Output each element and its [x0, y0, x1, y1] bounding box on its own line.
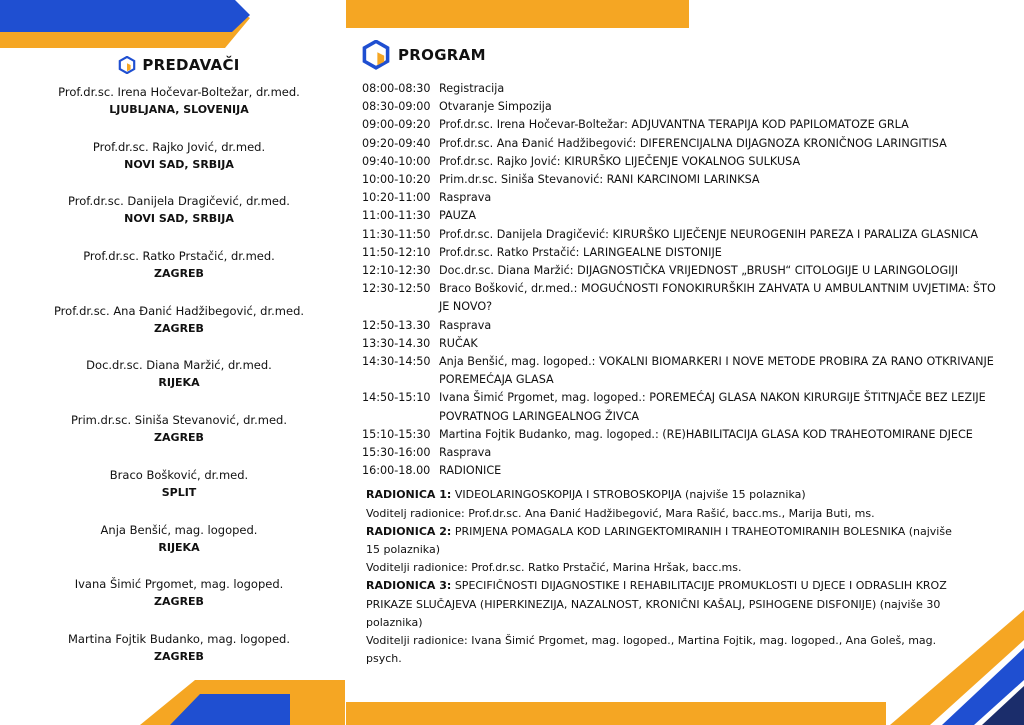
speaker-item [20, 631, 338, 686]
program-event: RADIONICE [439, 464, 502, 478]
speaker-item [20, 193, 338, 248]
speaker-item [20, 522, 338, 577]
workshop-title-line [366, 577, 966, 632]
program-row [362, 226, 1012, 244]
speaker-city: LJUBLJANA, SLOVENIJA [109, 103, 249, 116]
program-time: 15:10-15:30 [362, 427, 431, 441]
program-time: 08:30-09:00 [362, 100, 431, 114]
program-time: 09:00-09:20 [362, 118, 431, 132]
program-time: 12:50-13.30 [362, 318, 431, 332]
program-row [362, 98, 1012, 116]
program-event: Rasprava [439, 191, 492, 205]
program-event: Prof.dr.sc. Rajko Jović: KIRURŠKO LIJEČENJE VOKALNOG SULKUSA [439, 154, 801, 168]
program-event: Prim.dr.sc. Siniša Stevanović: RANI KARCINOMI LARINKSA [439, 173, 760, 187]
speaker-item [20, 139, 338, 194]
program-row [362, 116, 1012, 134]
program-row [362, 135, 1012, 153]
top-center-bar [346, 0, 689, 28]
program-event: Rasprava [439, 318, 492, 332]
program-time: 10:00-10:20 [362, 173, 431, 187]
speaker-city: ZAGREB [154, 321, 204, 335]
program-row [362, 462, 1012, 480]
speaker-item [20, 576, 338, 631]
program-section [362, 40, 1012, 669]
speakers-title: PREDAVAČI [142, 56, 240, 74]
program-title: PROGRAM [398, 46, 486, 64]
program-time: 11:30-11:50 [362, 227, 431, 241]
program-event: Braco Bošković, dr.med.: MOGUĆNOSTI FONOKIRURŠKIH ZAHVATA U AMBULANTNIM UVJETIMA: ŠTO JE NOVO? [439, 282, 996, 314]
program-row [362, 207, 1012, 225]
program-list [362, 80, 1012, 480]
program-row [362, 426, 1012, 444]
workshop-leaders: Voditelji radionice: Prof.dr.sc. Ratko Prstačić, Marina Hršak, bacc.ms. [366, 561, 742, 575]
speaker-item [20, 357, 338, 412]
program-row [362, 317, 1012, 335]
speaker-name: Braco Bošković, dr.med. [109, 467, 249, 482]
speakers-list [20, 84, 338, 686]
workshop-leaders: Voditelj radionice: Prof.dr.sc. Ana Đanić Hadžibegović, Mara Rašić, bacc.ms., Marija Buti, ms. [366, 506, 875, 520]
program-time: 16:00-18.00 [362, 464, 431, 478]
cube-logo-icon [362, 40, 390, 70]
program-row [362, 171, 1012, 189]
program-event: Prof.dr.sc. Irena Hočevar-Boltežar: ADJUVANTNA TERAPIJA KOD PAPILOMATOZE GRLA [439, 118, 909, 132]
program-time: 12:30-12:50 [362, 282, 431, 296]
program-event: Ivana Šimić Prgomet, mag. logoped.: POREMEĆAJ GLASA NAKON KIRURGIJE ŠTITNJAČE BEZ LEZIJE POVRATNOG LARINGEALNOG ŽIVCA [439, 391, 986, 423]
speakers-section [20, 56, 338, 686]
program-row [362, 335, 1012, 353]
program-time: 09:40-10:00 [362, 154, 431, 168]
speaker-city: ZAGREB [154, 649, 204, 663]
program-event: Prof.dr.sc. Danijela Dragičević: KIRURŠKO LIJEČENJE NEUROGENIH PAREZA I PARALIZA GLASNICA [439, 227, 979, 241]
program-row [362, 262, 1012, 280]
speaker-city: ZAGREB [154, 431, 204, 445]
speaker-city: NOVI SAD, SRBIJA [124, 212, 234, 226]
workshop-title-line [366, 523, 966, 559]
top-left-decoration [0, 0, 260, 60]
speaker-item [20, 412, 338, 467]
workshop-title-line [366, 486, 966, 504]
workshop-label: RADIONICA 2: [366, 524, 452, 538]
program-row [362, 389, 1012, 425]
speaker-name: Prof.dr.sc. Ratko Prstačić, dr.med. [83, 249, 275, 264]
program-row [362, 353, 1012, 389]
program-event: Registracija [439, 82, 505, 95]
speaker-item [20, 84, 338, 139]
program-event: Martina Fojtik Budanko, mag. logoped.: (RE)HABILITACIJA GLASA KOD TRAHEOTOMIRANE DJECE [439, 427, 973, 441]
program-event: PAUZA [439, 209, 476, 223]
program-event: Prof.dr.sc. Ratko Prstačić: LARINGEALNE DISTONIJE [439, 245, 722, 259]
workshop-leaders: Voditelji radionice: Ivana Šimić Prgomet, mag. logoped., Martina Fojtik, mag. logoped., Ana Goleš, mag. psych. [366, 634, 937, 666]
speaker-name: Prof.dr.sc. Irena Hočevar-Boltežar, dr.med. [58, 85, 300, 99]
program-row [362, 280, 1012, 316]
speaker-name: Doc.dr.sc. Diana Maržić, dr.med. [86, 358, 272, 373]
workshop-title: VIDEOLARINGOSKOPIJA I STROBOSKOPIJA (najviše 15 polaznika) [454, 488, 806, 502]
program-header [362, 40, 1012, 70]
speaker-name: Ivana Šimić Prgomet, mag. logoped. [74, 577, 284, 592]
workshop-label: RADIONICA 1: [366, 488, 452, 502]
program-time: 15:30-16:00 [362, 446, 431, 460]
program-event: Rasprava [439, 446, 492, 460]
program-time: 14:30-14:50 [362, 355, 431, 369]
program-time: 14:50-15:10 [362, 391, 431, 405]
speaker-item [20, 303, 338, 358]
speaker-name: Anja Benšić, mag. logoped. [100, 522, 258, 537]
program-time: 13:30-14.30 [362, 336, 431, 350]
speaker-name: Martina Fojtik Budanko, mag. logoped. [67, 631, 290, 646]
program-time: 09:20-09:40 [362, 136, 431, 150]
program-row [362, 153, 1012, 171]
speaker-city: RIJEKA [158, 540, 200, 554]
speakers-header [20, 56, 338, 74]
speaker-city: NOVI SAD, SRBIJA [124, 157, 234, 171]
speaker-name: Prof.dr.sc. Ana Đanić Hadžibegović, dr.med. [53, 303, 305, 318]
program-event: Anja Benšić, mag. logoped.: VOKALNI BIOMARKERI I NOVE METODE PROBIRA ZA RANO OTKRIVANJE POREMEĆAJA GLASA [439, 355, 994, 387]
program-time: 11:00-11:30 [362, 209, 431, 223]
program-event: Doc.dr.sc. Diana Maržić: DIJAGNOSTIČKA VRIJEDNOST „BRUSH“ CITOLOGIJE U LARINGOLOGIJI [439, 264, 959, 278]
cube-logo-icon [118, 56, 136, 74]
program-row [362, 80, 1012, 98]
program-event: Otvaranje Simpozija [439, 100, 552, 114]
speaker-name: Prim.dr.sc. Siniša Stevanović, dr.med. [71, 413, 287, 428]
speaker-item [20, 467, 338, 522]
program-row [362, 244, 1012, 262]
speaker-city: ZAGREB [154, 267, 204, 281]
program-time: 12:10-12:30 [362, 264, 431, 278]
speaker-name: Prof.dr.sc. Rajko Jović, dr.med. [92, 139, 266, 154]
workshop-title: PRIMJENA POMAGALA KOD LARINGEKTOMIRANIH I TRAHEOTOMIRANIH BOLESNIKA (najviše 15 polaznika) [366, 524, 952, 557]
program-row [362, 189, 1012, 207]
bottom-center-bar [346, 702, 886, 725]
program-time: 10:20-11:00 [362, 191, 431, 205]
speaker-city: ZAGREB [154, 595, 204, 609]
program-event: RUČAK [439, 336, 478, 350]
workshop-title: SPECIFIČNOSTI DIJAGNOSTIKE I REHABILITACIJE PROMUKLOSTI U DJECE I ODRASLIH KROZ PRIKAZE SLUČAJEVA (HIPERKINEZIJA, NAZALNOST, KRONIČNI KAŠALJ, PSIHOGENE DISFONIJE) (najviše 30 polaznika) [366, 579, 947, 629]
workshops-section [362, 486, 966, 668]
speaker-city: RIJEKA [158, 376, 200, 390]
workshop-label: RADIONICA 3: [366, 579, 452, 593]
program-row [362, 444, 1012, 462]
program-time: 08:00-08:30 [362, 82, 431, 95]
program-event: Prof.dr.sc. Ana Đanić Hadžibegović: DIFERENCIJALNA DIJAGNOZA KRONIČNOG LARINGITISA [439, 136, 947, 150]
speaker-name: Prof.dr.sc. Danijela Dragičević, dr.med. [68, 194, 290, 209]
speaker-item [20, 248, 338, 303]
speaker-city: SPLIT [161, 485, 197, 499]
program-time: 11:50-12:10 [362, 245, 431, 259]
